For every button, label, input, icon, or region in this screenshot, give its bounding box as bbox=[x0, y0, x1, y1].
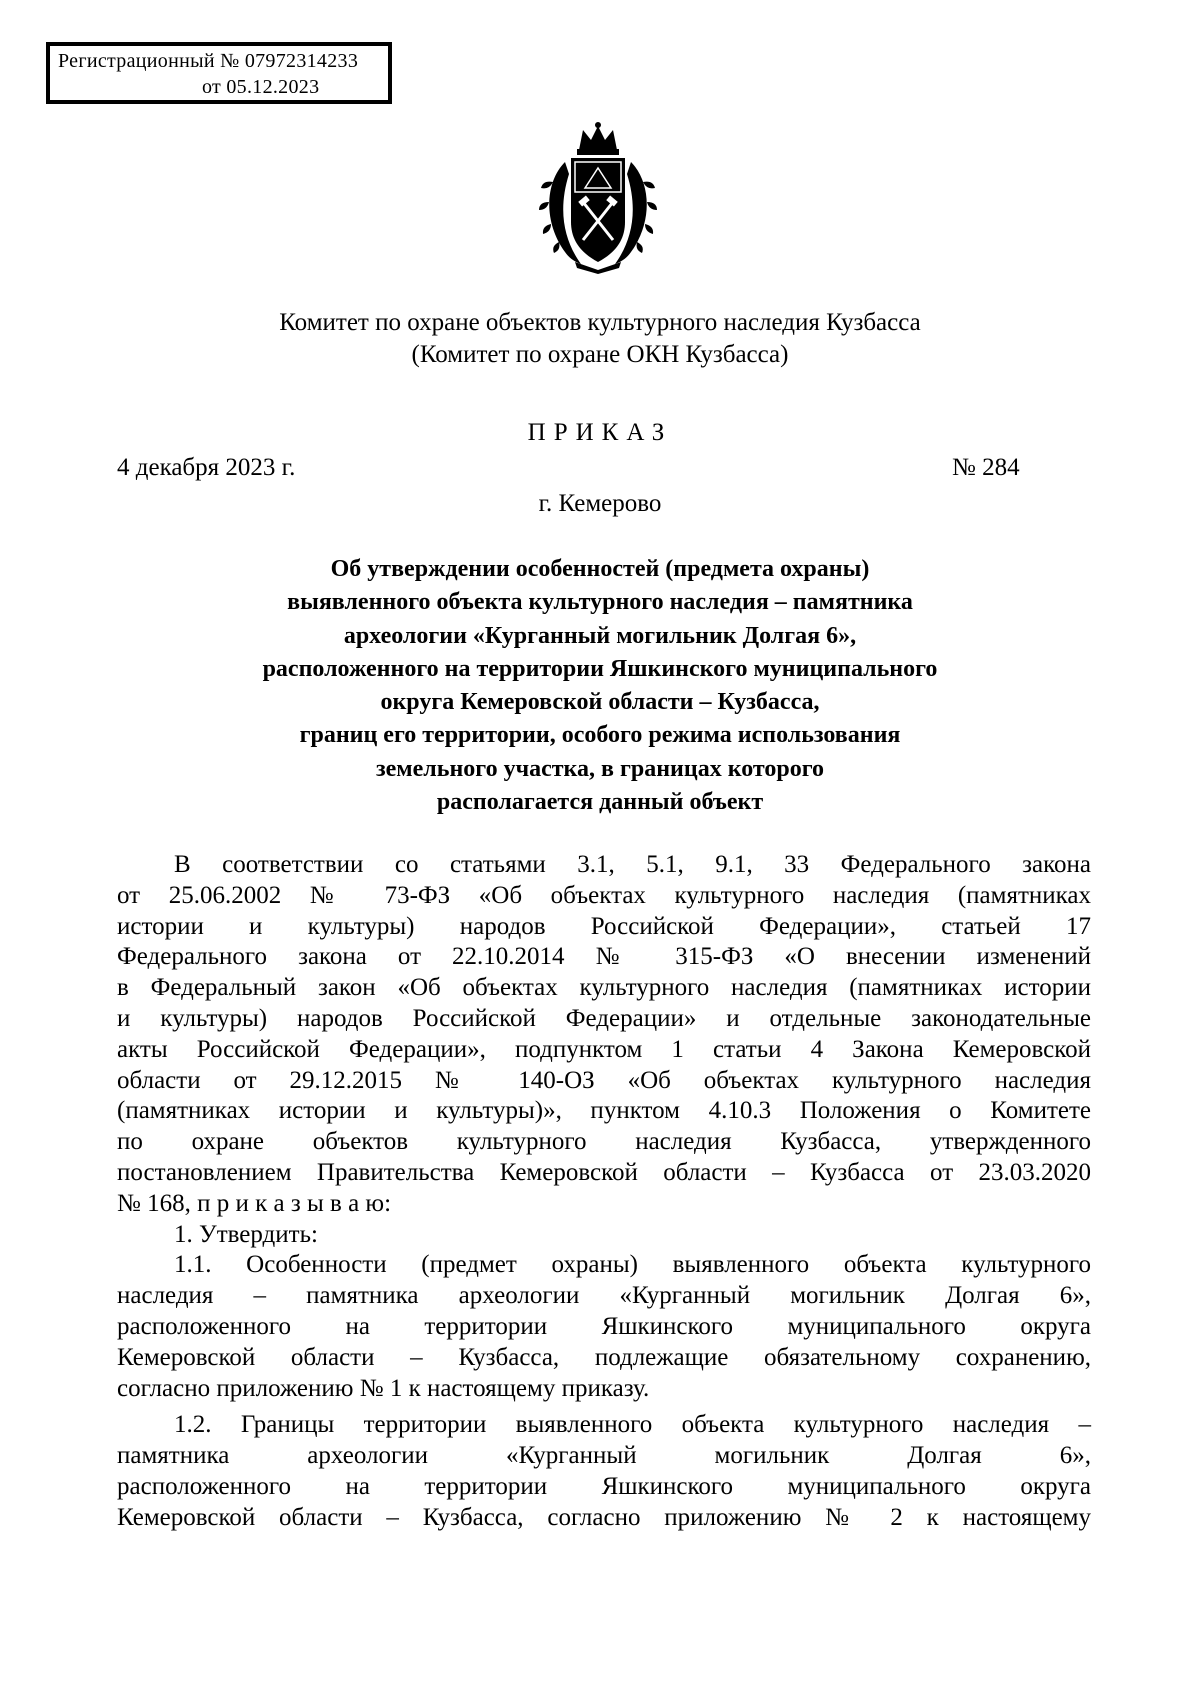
item-1-2-line: Кемеровской области – Кузбасса, согласно приложению № 2 к настоящему bbox=[117, 1503, 1091, 1531]
item-1-2-line: памятника археологии «Курганный могильник Долгая 6», bbox=[117, 1442, 1091, 1470]
item-1-2-line: 1.2. Границы территории выявленного объекта культурного наследия – bbox=[174, 1411, 1091, 1439]
heading-line: округа Кемеровской области – Кузбасса, bbox=[380, 689, 820, 716]
body-line: № 168, п р и к а з ы в а ю: bbox=[117, 1189, 392, 1217]
body-line: области от 29.12.2015 № 140-ОЗ «Об объектах культурного наследия bbox=[117, 1066, 1091, 1094]
body-line: от 25.06.2002 № 73-ФЗ «Об объектах культурного наследия (памятниках bbox=[117, 881, 1091, 909]
committee-short-name: (Комитет по охране ОКН Кузбасса) bbox=[411, 341, 789, 368]
heading-line: расположенного на территории Яшкинского муниципального bbox=[262, 655, 938, 682]
item-1-1-line: расположенного на территории Яшкинского муниципального округа bbox=[117, 1312, 1091, 1340]
order-title: ПРИКАЗ bbox=[527, 419, 673, 446]
heading-line: археологии «Курганный могильник Долгая 6», bbox=[343, 622, 857, 649]
heading-line: границ его территории, особого режима использования bbox=[299, 722, 901, 749]
heading-line: земельного участка, в границах которого bbox=[375, 755, 825, 782]
body-line: постановлением Правительства Кемеровской области – Кузбасса от 23.03.2020 bbox=[117, 1158, 1091, 1186]
item-1-1-line: 1.1. Особенности (предмет охраны) выявленного объекта культурного bbox=[174, 1251, 1091, 1279]
body-line: по охране объектов культурного наследия Кузбасса, утвержденного bbox=[117, 1128, 1091, 1156]
heading-line: Об утверждении особенностей (предмета охраны) bbox=[330, 556, 870, 582]
item-1: 1. Утвердить: bbox=[174, 1220, 318, 1248]
coat-of-arms-icon bbox=[535, 122, 661, 274]
item-1-1-line: Кемеровской области – Кузбасса, подлежащие обязательному сохранению, bbox=[117, 1343, 1091, 1371]
order-heading bbox=[0, 553, 1200, 819]
body-line: (памятниках истории и культуры)», пунктом 4.10.3 Положения о Комитете bbox=[117, 1097, 1091, 1125]
registration-date: от 05.12.2023 bbox=[202, 76, 320, 98]
heading-line: располагается данный объект bbox=[436, 789, 764, 816]
registration-number: Регистрационный № 07972314233 bbox=[58, 50, 359, 72]
order-body bbox=[117, 850, 1091, 1534]
body-line: Федерального закона от 22.10.2014 № 315-ФЗ «О внесении изменений bbox=[117, 943, 1091, 971]
body-line: и культуры) народов Российской Федерации» и отдельные законодательные bbox=[117, 1004, 1091, 1032]
heading-line: выявленного объекта культурного наследия – памятника bbox=[287, 589, 913, 616]
item-1-1-line: согласно приложению № 1 к настоящему приказу. bbox=[117, 1374, 650, 1402]
registration-stamp bbox=[46, 42, 392, 104]
body-line: истории и культуры) народов Российской Федерации», статьей 17 bbox=[117, 912, 1091, 940]
committee-name bbox=[0, 307, 1200, 371]
order-number: № 284 bbox=[952, 454, 1020, 481]
item-1-2-line: расположенного на территории Яшкинского муниципального округа bbox=[117, 1472, 1091, 1500]
body-line: акты Российской Федерации», подпунктом 1 статьи 4 Закона Кемеровской bbox=[117, 1035, 1091, 1063]
order-city: г. Кемерово bbox=[538, 490, 662, 517]
order-date: 4 декабря 2023 г. bbox=[117, 454, 296, 481]
item-1-1-line: наследия – памятника археологии «Курганный могильник Долгая 6», bbox=[117, 1282, 1091, 1310]
committee-full-name: Комитет по охране объектов культурного наследия Кузбасса bbox=[279, 309, 921, 336]
body-line: В соответствии со статьями 3.1, 5.1, 9.1, 33 Федерального закона bbox=[174, 851, 1091, 878]
body-line: в Федеральный закон «Об объектах культурного наследия (памятниках истории bbox=[117, 974, 1091, 1002]
